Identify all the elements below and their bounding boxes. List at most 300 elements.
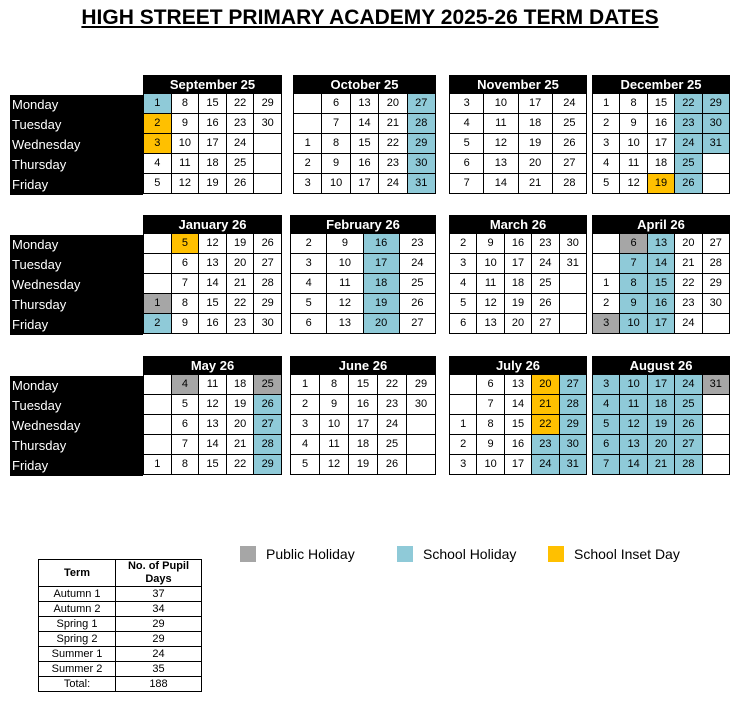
day-cell: 11 [320, 435, 349, 455]
day-cell: 6 [593, 435, 620, 455]
day-cell: 6 [172, 415, 200, 435]
day-cell: 7 [172, 435, 200, 455]
day-cell: 29 [254, 294, 282, 314]
day-cell: 8 [620, 274, 647, 294]
day-cell: 19 [519, 134, 553, 154]
month-calendar [592, 215, 730, 334]
day-cell: 29 [703, 274, 730, 294]
day-cell: 11 [477, 274, 504, 294]
day-cell: 6 [291, 314, 327, 334]
day-cell: 20 [675, 234, 702, 254]
day-cell: 5 [450, 134, 484, 154]
legend-public-holiday [240, 546, 355, 562]
weekday-label: Monday [12, 237, 59, 252]
table-row [39, 662, 202, 677]
day-cell: 1 [593, 94, 620, 114]
day-cell [144, 234, 172, 254]
day-cell [294, 94, 322, 114]
day-cell: 20 [505, 314, 532, 334]
day-cell: 21 [532, 395, 559, 415]
day-cell: 18 [349, 435, 378, 455]
day-cell: 3 [291, 254, 327, 274]
day-cell: 19 [505, 294, 532, 314]
day-cell: 2 [450, 234, 477, 254]
day-cell: 28 [254, 274, 282, 294]
day-cell: 15 [199, 294, 227, 314]
day-cell: 23 [675, 114, 702, 134]
day-cell: 12 [320, 455, 349, 475]
day-cell: 30 [407, 395, 436, 415]
day-cell: 14 [199, 435, 227, 455]
day-cell: 30 [408, 154, 436, 174]
table-row [39, 677, 202, 692]
day-cell: 16 [199, 314, 227, 334]
weekday-label: Wednesday [12, 137, 81, 152]
day-cell: 15 [349, 375, 378, 395]
day-cell: 20 [364, 314, 400, 334]
day-cell: 8 [322, 134, 350, 154]
day-cell: 26 [227, 174, 255, 194]
day-cell: 22 [378, 375, 407, 395]
day-cell: 18 [227, 375, 255, 395]
day-cell: 10 [320, 415, 349, 435]
day-cell: 6 [450, 314, 477, 334]
day-cell: 26 [532, 294, 559, 314]
weekday-label: Monday [12, 378, 59, 393]
day-cell: 21 [519, 174, 553, 194]
month-calendar [143, 75, 282, 194]
pupil-days-cell: 24 [116, 647, 202, 662]
day-cell: 30 [560, 234, 587, 254]
day-cell: 28 [408, 114, 436, 134]
day-cell: 22 [675, 274, 702, 294]
day-cell [144, 395, 172, 415]
month-title: November 25 [449, 75, 587, 94]
day-cell: 28 [560, 395, 587, 415]
day-cell: 30 [254, 314, 282, 334]
day-cell [703, 174, 730, 194]
day-cell: 24 [532, 455, 559, 475]
day-cell: 14 [648, 254, 675, 274]
month-title: July 26 [449, 356, 587, 375]
day-cell: 30 [703, 114, 730, 134]
month-grid [449, 94, 587, 194]
day-cell: 24 [379, 174, 407, 194]
day-cell: 15 [351, 134, 379, 154]
day-cell: 19 [648, 174, 675, 194]
month-calendar [449, 356, 587, 475]
day-cell: 6 [322, 94, 350, 114]
day-cell: 1 [291, 375, 320, 395]
day-cell: 19 [227, 395, 255, 415]
day-cell: 11 [327, 274, 363, 294]
day-cell: 10 [620, 375, 647, 395]
weekday-labels-row3 [10, 376, 143, 476]
day-cell [144, 415, 172, 435]
table-row [39, 587, 202, 602]
month-grid [143, 375, 282, 475]
day-cell: 22 [675, 94, 702, 114]
day-cell: 14 [199, 274, 227, 294]
weekday-label: Tuesday [12, 117, 62, 132]
day-cell: 19 [648, 415, 675, 435]
day-cell: 12 [172, 174, 200, 194]
month-title: August 26 [592, 356, 730, 375]
day-cell: 25 [400, 274, 436, 294]
day-cell: 9 [620, 114, 647, 134]
day-cell: 25 [553, 114, 587, 134]
day-cell: 24 [675, 375, 702, 395]
term-name-cell: Spring 2 [39, 632, 116, 647]
day-cell [144, 274, 172, 294]
day-cell: 16 [199, 114, 227, 134]
month-title: September 25 [143, 75, 282, 94]
day-cell: 18 [519, 114, 553, 134]
day-cell: 18 [364, 274, 400, 294]
day-cell: 5 [172, 234, 200, 254]
weekday-label: Thursday [12, 438, 67, 453]
day-cell: 5 [593, 415, 620, 435]
day-cell: 18 [505, 274, 532, 294]
day-cell: 2 [294, 154, 322, 174]
day-cell: 25 [254, 375, 282, 395]
day-cell: 31 [560, 254, 587, 274]
day-cell: 13 [199, 415, 227, 435]
day-cell: 15 [199, 94, 227, 114]
day-cell: 10 [477, 254, 504, 274]
day-cell: 7 [172, 274, 200, 294]
day-cell: 27 [254, 254, 282, 274]
day-cell: 20 [648, 435, 675, 455]
day-cell: 1 [593, 274, 620, 294]
day-cell: 3 [593, 134, 620, 154]
day-cell: 26 [675, 174, 702, 194]
day-cell: 23 [400, 234, 436, 254]
day-cell [560, 274, 587, 294]
day-cell: 8 [477, 415, 504, 435]
day-cell: 12 [477, 294, 504, 314]
term-name-cell: Summer 2 [39, 662, 116, 677]
month-grid [592, 94, 730, 194]
pupil-days-cell: 188 [116, 677, 202, 692]
day-cell: 6 [450, 154, 484, 174]
day-cell: 12 [199, 395, 227, 415]
day-cell: 20 [519, 154, 553, 174]
weekday-labels-row2 [10, 235, 143, 335]
day-cell: 11 [172, 154, 200, 174]
day-cell: 12 [199, 234, 227, 254]
day-cell: 30 [703, 294, 730, 314]
day-cell: 29 [408, 134, 436, 154]
day-cell [144, 254, 172, 274]
day-cell: 9 [327, 234, 363, 254]
day-cell: 28 [675, 455, 702, 475]
day-cell: 27 [560, 375, 587, 395]
day-cell: 16 [505, 435, 532, 455]
day-cell: 26 [553, 134, 587, 154]
day-cell: 6 [172, 254, 200, 274]
day-cell: 2 [450, 435, 477, 455]
day-cell: 22 [532, 415, 559, 435]
term-name-cell: Spring 1 [39, 617, 116, 632]
day-cell [560, 314, 587, 334]
term-name-cell: Summer 1 [39, 647, 116, 662]
weekday-label: Tuesday [12, 257, 62, 272]
day-cell: 5 [291, 455, 320, 475]
day-cell: 7 [477, 395, 504, 415]
day-cell: 26 [254, 395, 282, 415]
day-cell: 23 [227, 114, 255, 134]
month-grid [143, 234, 282, 334]
day-cell: 25 [227, 154, 255, 174]
day-cell: 8 [172, 294, 200, 314]
weekday-label: Tuesday [12, 398, 62, 413]
month-title: April 26 [592, 215, 730, 234]
day-cell: 10 [172, 134, 200, 154]
day-cell: 24 [227, 134, 255, 154]
day-cell: 10 [322, 174, 350, 194]
day-cell: 9 [620, 294, 647, 314]
day-cell: 28 [553, 174, 587, 194]
day-cell: 17 [505, 455, 532, 475]
day-cell: 9 [322, 154, 350, 174]
day-cell: 5 [291, 294, 327, 314]
day-cell: 27 [675, 435, 702, 455]
table-header-days: No. of Pupil Days [116, 560, 202, 587]
day-cell: 4 [144, 154, 172, 174]
day-cell: 17 [349, 415, 378, 435]
day-cell: 16 [648, 294, 675, 314]
legend-swatch [240, 546, 256, 562]
day-cell: 27 [703, 234, 730, 254]
day-cell [703, 455, 730, 475]
month-title: January 26 [143, 215, 282, 234]
day-cell: 21 [227, 435, 255, 455]
day-cell: 8 [172, 94, 200, 114]
day-cell: 3 [450, 254, 477, 274]
day-cell: 23 [532, 234, 559, 254]
month-calendar [143, 356, 282, 475]
day-cell: 20 [227, 415, 255, 435]
day-cell: 25 [532, 274, 559, 294]
day-cell: 4 [450, 274, 477, 294]
day-cell: 30 [254, 114, 282, 134]
day-cell: 21 [227, 274, 255, 294]
day-cell: 3 [593, 375, 620, 395]
day-cell: 23 [378, 395, 407, 415]
day-cell: 1 [294, 134, 322, 154]
day-cell: 9 [172, 314, 200, 334]
day-cell [407, 455, 436, 475]
day-cell: 24 [675, 134, 702, 154]
day-cell: 23 [227, 314, 255, 334]
month-grid [592, 375, 730, 475]
weekday-label: Thursday [12, 157, 67, 172]
term-name-cell: Autumn 2 [39, 602, 116, 617]
weekday-label: Wednesday [12, 418, 81, 433]
month-grid [143, 94, 282, 194]
month-calendar [290, 356, 436, 475]
day-cell: 18 [199, 154, 227, 174]
day-cell: 1 [144, 455, 172, 475]
day-cell: 17 [648, 134, 675, 154]
page-title: HIGH STREET PRIMARY ACADEMY 2025-26 TERM DATES [81, 6, 659, 29]
weekday-labels-row1 [10, 95, 143, 195]
day-cell: 11 [484, 114, 518, 134]
day-cell: 17 [505, 254, 532, 274]
day-cell: 27 [553, 154, 587, 174]
day-cell: 20 [532, 375, 559, 395]
day-cell: 14 [351, 114, 379, 134]
day-cell: 4 [593, 154, 620, 174]
legend-swatch [548, 546, 564, 562]
day-cell [144, 375, 172, 395]
day-cell: 9 [477, 435, 504, 455]
day-cell [294, 114, 322, 134]
day-cell: 16 [349, 395, 378, 415]
day-cell: 10 [477, 455, 504, 475]
day-cell: 17 [648, 375, 675, 395]
day-cell: 19 [227, 234, 255, 254]
day-cell: 7 [322, 114, 350, 134]
day-cell: 8 [320, 375, 349, 395]
day-cell: 13 [199, 254, 227, 274]
day-cell: 1 [144, 94, 172, 114]
day-cell: 1 [450, 415, 477, 435]
day-cell: 31 [703, 375, 730, 395]
day-cell: 5 [144, 174, 172, 194]
day-cell: 7 [593, 455, 620, 475]
day-cell: 28 [254, 435, 282, 455]
pupil-days-cell: 35 [116, 662, 202, 677]
day-cell: 2 [291, 234, 327, 254]
day-cell [450, 395, 477, 415]
pupil-days-cell: 29 [116, 617, 202, 632]
day-cell: 22 [227, 94, 255, 114]
month-calendar [449, 215, 587, 334]
month-title: May 26 [143, 356, 282, 375]
day-cell: 29 [407, 375, 436, 395]
day-cell [703, 395, 730, 415]
day-cell: 2 [144, 314, 172, 334]
day-cell: 3 [294, 174, 322, 194]
day-cell: 18 [648, 154, 675, 174]
legend-label: School Holiday [423, 546, 517, 562]
day-cell: 26 [378, 455, 407, 475]
day-cell: 13 [505, 375, 532, 395]
day-cell [450, 375, 477, 395]
day-cell: 15 [648, 274, 675, 294]
month-calendar [143, 215, 282, 334]
day-cell: 31 [703, 134, 730, 154]
table-header-term: Term [39, 560, 116, 587]
day-cell [407, 415, 436, 435]
day-cell: 28 [703, 254, 730, 274]
day-cell: 27 [254, 415, 282, 435]
day-cell [560, 294, 587, 314]
day-cell: 23 [532, 435, 559, 455]
day-cell: 14 [620, 455, 647, 475]
day-cell: 12 [327, 294, 363, 314]
day-cell: 4 [291, 435, 320, 455]
day-cell [407, 435, 436, 455]
day-cell: 29 [560, 415, 587, 435]
day-cell: 13 [351, 94, 379, 114]
day-cell: 13 [484, 154, 518, 174]
day-cell: 27 [408, 94, 436, 114]
day-cell: 12 [620, 174, 647, 194]
day-cell: 6 [620, 234, 647, 254]
term-name-cell: Autumn 1 [39, 587, 116, 602]
day-cell: 26 [400, 294, 436, 314]
day-cell: 31 [560, 455, 587, 475]
day-cell: 22 [379, 134, 407, 154]
day-cell: 11 [199, 375, 227, 395]
day-cell: 15 [505, 415, 532, 435]
day-cell: 18 [648, 395, 675, 415]
day-cell: 24 [553, 94, 587, 114]
day-cell: 5 [593, 174, 620, 194]
day-cell: 14 [505, 395, 532, 415]
day-cell: 29 [254, 94, 282, 114]
day-cell: 7 [620, 254, 647, 274]
day-cell: 16 [364, 234, 400, 254]
month-title: February 26 [290, 215, 436, 234]
table-row [39, 602, 202, 617]
pupil-days-cell: 37 [116, 587, 202, 602]
day-cell: 3 [291, 415, 320, 435]
day-cell: 14 [484, 174, 518, 194]
weekday-label: Friday [12, 177, 49, 192]
day-cell: 9 [172, 114, 200, 134]
day-cell: 3 [593, 314, 620, 334]
month-title: December 25 [592, 75, 730, 94]
day-cell: 17 [199, 134, 227, 154]
day-cell [703, 415, 730, 435]
day-cell: 20 [227, 254, 255, 274]
day-cell: 3 [450, 94, 484, 114]
day-cell: 26 [254, 234, 282, 254]
day-cell: 7 [450, 174, 484, 194]
day-cell [254, 154, 282, 174]
day-cell: 30 [560, 435, 587, 455]
legend-label: School Inset Day [574, 546, 680, 562]
day-cell: 13 [477, 314, 504, 334]
day-cell: 12 [484, 134, 518, 154]
day-cell: 2 [593, 114, 620, 134]
month-grid [449, 234, 587, 334]
day-cell: 12 [620, 415, 647, 435]
month-title: October 25 [293, 75, 436, 94]
day-cell: 1 [144, 294, 172, 314]
day-cell: 4 [593, 395, 620, 415]
day-cell: 11 [620, 154, 647, 174]
day-cell: 23 [379, 154, 407, 174]
term-name-cell: Total: [39, 677, 116, 692]
pupil-days-cell: 29 [116, 632, 202, 647]
weekday-label: Monday [12, 97, 59, 112]
weekday-label: Friday [12, 317, 49, 332]
day-cell: 4 [172, 375, 200, 395]
day-cell [703, 314, 730, 334]
day-cell: 26 [675, 415, 702, 435]
day-cell: 2 [593, 294, 620, 314]
day-cell: 24 [675, 314, 702, 334]
day-cell: 31 [408, 174, 436, 194]
month-calendar [290, 215, 436, 334]
day-cell [254, 134, 282, 154]
day-cell: 4 [291, 274, 327, 294]
